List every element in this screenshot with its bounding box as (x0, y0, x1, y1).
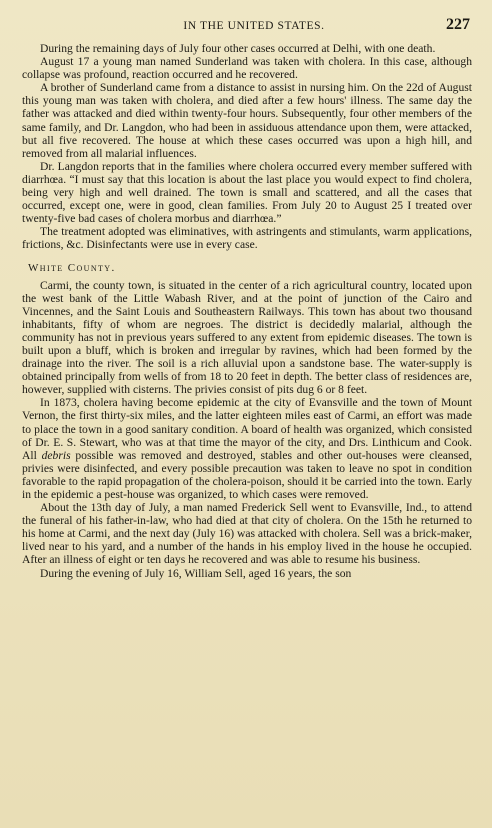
paragraph: A brother of Sunderland came from a distance to assist in nursing him. On the 22d of August this young man was taken with cholera, and died after a few hours' illness. The same day the father was attacked and died within twenty-four hours. Subsequently, four other members of the same family, and Dr. Langdon, who had been in assiduous attendance upon them, were attacked, but all five recovered. The house at which these cases occurred was upon a high hill, and removed from all malarial influences. (22, 81, 472, 160)
paragraph (22, 396, 472, 501)
paragraph: The treatment adopted was eliminatives, with astringents and stimulants, warm applications, frictions, &c. Disinfectants were use in every case. (22, 225, 472, 252)
paragraph-text: possible was removed and destroyed, stables and other out-houses were cleansed, privies were disinfected, and every possible precaution was taken to leave no spot in condition favorable to the rapid propagation of the cholera-poison, should it be carried into the town. Early in the epidemic a pest-house was organized, to which cases were removed. (22, 448, 473, 501)
page-number: 227 (446, 16, 470, 33)
paragraph: Dr. Langdon reports that in the families where cholera occurred every member suffered with diarrhœa. “I must say that this location is about the last place you would expect to find cholera, being very high and well drained. The town is small and scattered, and all the cases that occurred, except one, were in good, clean families. From July 20 to August 25 I treated over twenty-five bad cases of cholera morbus and diarrhœa.” (22, 159, 472, 226)
running-head (22, 16, 472, 34)
paragraph-text: In 1873, cholera having become epidemic at the city of Evansville and the town of Mount Vernon, the first thirty-six miles, and the latter eighteen miles east of Carmi, an effort was made to place the town in a good sanitary condition. A board of health was organized, which consisted of Dr. E. S. Stewart, who was at that time the mayor of the city, and Drs. Linthicum and Cook. All (22, 396, 472, 462)
paragraph: During the evening of July 16, William Sell, aged 16 years, the son (40, 566, 352, 580)
section-heading: White County. (28, 261, 116, 274)
paragraph: August 17 a young man named Sunderland was taken with cholera. In this case, although collapse was profound, reaction occurred and he recovered. (22, 55, 472, 82)
paragraph: During the remaining days of July four other cases occurred at Delhi, with one death. (40, 42, 436, 55)
italic-word: debris (41, 448, 71, 462)
paragraph: About the 13th day of July, a man named Frederick Sell went to Evansville, Ind., to attend the funeral of his father-in-law, who had died at that city of cholera. On the 15th he returned to his home at Carmi, and the next day (July 16) was attacked with cholera. Sell was a brick-maker, lived near to his yard, and a number of the hands in his employ lived in the house he occupied. After an illness of eight or ten days he recovered and was able to resume his business. (22, 501, 472, 567)
paragraph: Carmi, the county town, is situated in the center of a rich agricultural country, located upon the west bank of the Little Wabash River, and at the point of junction of the Cairo and Vincennes, and the Saint Louis and Southeastern Railways. This town has about two thousand inhabitants, fifty of whom are negroes. The district is decidedly malarial, although the community has not in previous years suffered to any extent from epidemic diseases. The town is built upon a bluff, which is broken and irregular by ravines, which had been formed by the drainage into the river. The soil is a rich alluvial upon a sandstone base. The water-supply is obtained principally from wells of from 18 to 20 feet in depth. The better class of residences are, however, supplied with cisterns. The privies consist of pits dug 6 or 8 feet. (22, 278, 472, 397)
running-title: IN THE UNITED STATES. (183, 20, 325, 32)
